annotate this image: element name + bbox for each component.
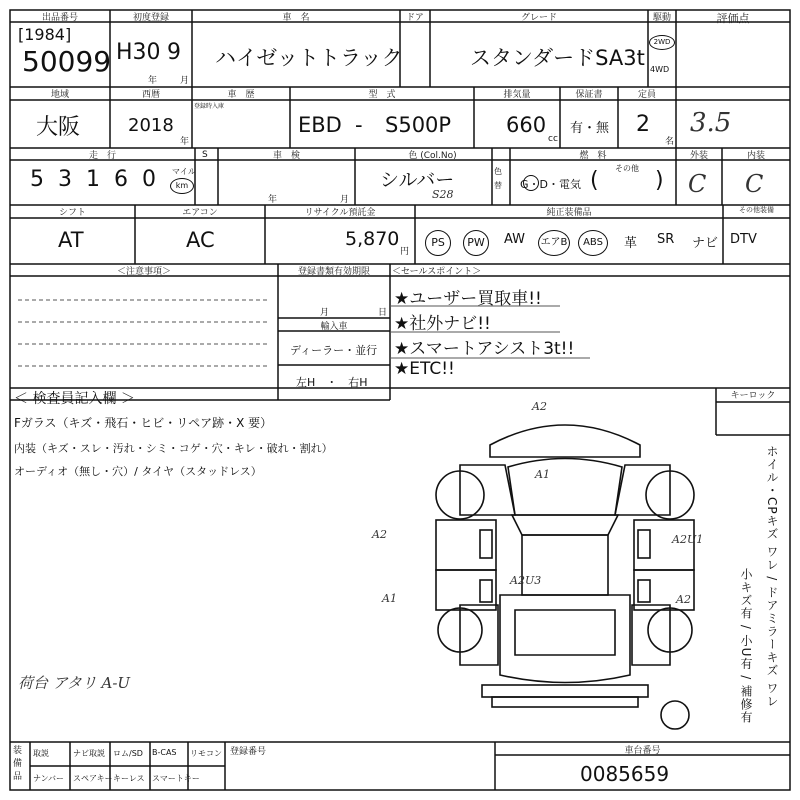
footer-item-spare-key: スペアキー — [73, 774, 113, 783]
model-code: S500P — [385, 113, 452, 137]
equip-pw-circled: PW — [463, 230, 489, 256]
equip-ps-circled: PS — [425, 230, 451, 256]
key-lock-header: キーロック — [730, 391, 776, 401]
first-reg-header: 初度登録 — [132, 13, 169, 23]
shift-header: シフト — [58, 208, 86, 218]
s-mark: S — [202, 150, 208, 160]
footer-item-rom-sd: ロム/SD — [113, 749, 143, 758]
damage-mark-right-door: A2U1 — [672, 533, 704, 546]
reg-expiry-month: 月 — [320, 308, 330, 318]
warranty-header: 保証書 — [575, 90, 603, 100]
interior-header: 内装 — [746, 151, 765, 161]
first-reg-month: 9 — [167, 40, 181, 65]
extra-header: その他装備 — [739, 206, 774, 214]
sales-point-4: ★ETC!! — [394, 359, 455, 379]
mileage-digit: 5 — [30, 167, 58, 192]
recycle-yen: 円 — [400, 247, 410, 257]
mile-unit: マイル — [172, 167, 196, 176]
shaken-year: 年 — [268, 195, 278, 205]
footer-item-navi-manual: ナビ取説 — [73, 749, 105, 758]
mileage-digit: 0 — [142, 167, 170, 192]
caution-header: ＜注意事項＞ — [116, 267, 171, 277]
inspection-line-glass: Fガラス（キズ・飛石・ヒビ・リペア跡・X 要） — [14, 416, 273, 430]
equip-leather: 革 — [624, 236, 638, 251]
inspection-title: ＜ 検査員記入欄 ＞ — [14, 391, 135, 407]
door-header: ドア — [406, 13, 424, 23]
drive-header: 駆動 — [652, 13, 671, 23]
chassis-label: 車台番号 — [624, 746, 661, 756]
damage-mark-front: A2 — [532, 400, 547, 413]
year-mark: 年 — [148, 76, 158, 86]
mileage-digit: 6 — [114, 167, 142, 192]
shift-value: AT — [58, 228, 84, 252]
region-value: 大阪 — [36, 115, 81, 140]
western-year-unit: 年 — [180, 137, 190, 147]
capacity-value: 2 — [636, 112, 650, 137]
reg-expiry-header: 登録書類有効期限 — [297, 267, 370, 277]
steering-side: 左H ・ 右H — [296, 376, 368, 389]
footer-item-plate: ナンバー — [33, 774, 65, 783]
model-header: 型 式 — [368, 90, 396, 100]
damage-mark-left-door: A2 — [372, 528, 387, 541]
grade-value: スタンダードSA3t — [470, 46, 645, 70]
mileage-digit: 1 — [86, 167, 114, 192]
damage-mark-bed: A2U3 — [510, 574, 542, 587]
import-header: 輸入車 — [320, 322, 348, 332]
history-note: 登録時入庫 — [194, 103, 225, 110]
mileage-digit: 3 — [58, 167, 86, 192]
footer-item-keyless: キーレス — [113, 774, 145, 783]
lot-no-header: 出品番号 — [41, 13, 78, 23]
model-dash: - — [355, 113, 363, 137]
damage-mark-left-rear: A1 — [382, 592, 397, 605]
equip-dtv: DTV — [730, 232, 757, 247]
km-unit-circled: km — [170, 178, 194, 194]
region-header: 地域 — [50, 90, 69, 100]
model-prefix: EBD — [298, 113, 342, 137]
mileage-header: 走 行 — [88, 151, 116, 161]
sales-point-header: ＜セールスポイント＞ — [392, 267, 482, 277]
warranty-value: 有・無 — [570, 121, 610, 136]
exterior-header: 外装 — [689, 151, 708, 161]
inspection-handwritten-note: 荷台 アタリ A-U — [18, 674, 131, 692]
sales-point-3: ★スマートアシスト3t!! — [394, 339, 575, 359]
equip-sunroof: SR — [657, 232, 675, 247]
fuel-header: 燃 料 — [579, 151, 607, 161]
sales-point-2: ★社外ナビ!! — [394, 314, 491, 334]
first-reg-era: H30 — [116, 40, 161, 65]
ac-header: エアコン — [182, 208, 218, 218]
equipment-header: 純正装備品 — [546, 208, 592, 218]
car-name: ハイゼットトラック — [215, 46, 403, 70]
color-name: シルバー — [380, 169, 455, 191]
inspection-line-interior: 内装（キズ・スレ・汚れ・シミ・コゲ・穴・キレ・破れ・割れ） — [14, 442, 333, 455]
mileage-digits — [30, 167, 170, 192]
equip-aw: AW — [504, 232, 526, 247]
score-handwritten: 3.5 — [690, 108, 732, 138]
car-name-header: 車 名 — [282, 13, 310, 23]
recycle-value: 5,870 — [345, 228, 400, 250]
color-header: 色 (Col.No) — [408, 151, 457, 161]
shaken-month: 月 — [340, 195, 350, 205]
color-number: S28 — [432, 188, 454, 201]
drive-2wd-circled: 2WD — [649, 35, 675, 50]
sales-point-1: ★ユーザー買取車!! — [394, 289, 542, 309]
interior-grade: C — [745, 170, 764, 198]
western-year-value: 2018 — [128, 115, 174, 136]
reg-no-label: 登録番号 — [230, 747, 267, 757]
month-mark: 月 — [180, 76, 190, 86]
side-note-wheel-mirror: ホイル・CPキズ ワレ / ドアミラーキズ ワレ — [765, 445, 779, 708]
lot-number: 50099 — [22, 45, 112, 78]
capacity-unit: 名 — [665, 137, 675, 147]
exterior-grade: C — [688, 170, 707, 198]
dealer-parallel: ディーラー・並行 — [290, 344, 378, 357]
grade-header: グレード — [520, 13, 557, 23]
fuel-paren-open: ( — [590, 168, 599, 193]
chassis-number: 0085659 — [580, 762, 670, 786]
recycle-header: リサイクル預託金 — [304, 208, 376, 218]
fuel-paren-close: ) — [655, 168, 664, 193]
western-year-header: 西暦 — [141, 90, 160, 100]
footer-item-remote: リモコン — [190, 749, 222, 758]
score-header: 評価点 — [716, 12, 750, 25]
footer-item-smart-key: スマートキー — [152, 774, 200, 783]
equip-airbag-circled: エアB — [538, 230, 570, 256]
ac-value: AC — [186, 228, 215, 252]
reg-expiry-day: 日 — [378, 308, 388, 318]
car-diagram — [420, 405, 710, 735]
footer-item-bcas: B-CAS — [152, 748, 177, 757]
inspection-line-audio: オーディオ（無し・穴）/ タイヤ（スタッドレス） — [14, 465, 262, 478]
damage-mark-right-rear: A2 — [676, 593, 691, 606]
side-note-scratch: 小キズ有 / 小U有 / 補修有 — [739, 568, 753, 725]
footer-equip-label: 装備品 — [13, 746, 23, 782]
fuel-gas-circle — [523, 175, 539, 191]
drive-4wd: 4WD — [650, 65, 670, 74]
history-header: 車 歴 — [227, 90, 255, 100]
equip-navi: ナビ — [692, 236, 719, 251]
lot-sub-number: [1984] — [18, 25, 72, 44]
shaken-header: 車 検 — [272, 151, 300, 161]
displacement-unit: cc — [548, 134, 558, 144]
capacity-header: 定員 — [637, 90, 656, 100]
color-change-label: 色替 — [494, 167, 502, 190]
displacement-value: 660 — [506, 113, 547, 137]
fuel-options: G・D・電気 — [520, 178, 581, 191]
fuel-other: その他 — [615, 164, 639, 173]
damage-mark-hood: A1 — [535, 468, 550, 481]
equip-abs-circled: ABS — [578, 230, 608, 256]
displacement-header: 排気量 — [503, 90, 531, 100]
footer-item-manual: 取説 — [33, 749, 49, 758]
